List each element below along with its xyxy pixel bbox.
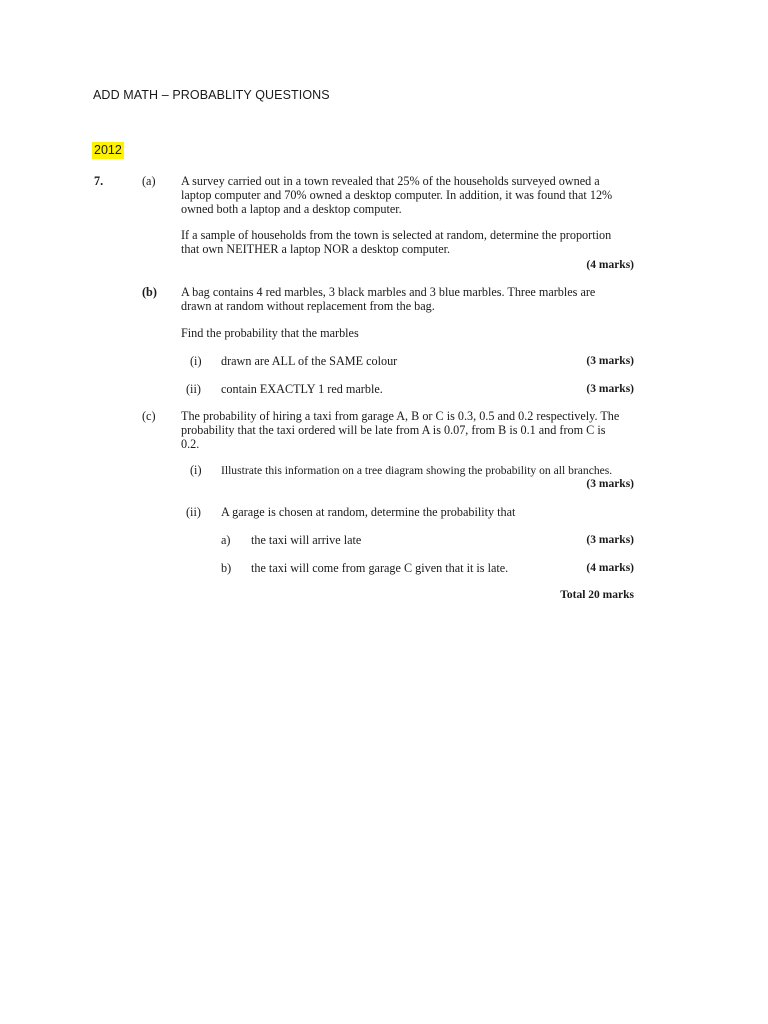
total-marks: Total 20 marks <box>560 589 634 601</box>
part-b-i-label: (i) <box>190 354 202 368</box>
part-c-ii-b-text: the taxi will come from garage C given that it is late. <box>251 561 509 575</box>
part-c-label: (c) <box>142 409 156 423</box>
part-a-paragraph-1 <box>181 175 641 216</box>
part-a-marks: (4 marks) <box>586 259 634 271</box>
part-c-paragraph-1 <box>181 410 641 451</box>
part-c-ii-a-marks: (3 marks) <box>586 534 634 546</box>
part-b-ii-label: (ii) <box>186 382 201 396</box>
text-line: laptop computer and 70% owned a desktop computer. In addition, it was found that 12% <box>181 187 613 202</box>
text-line: drawn at random without replacement from the bag. <box>181 298 435 313</box>
part-b-intro: Find the probability that the marbles <box>181 326 359 340</box>
part-c-ii-b-label: b) <box>221 561 232 575</box>
part-c-i-label: (i) <box>190 463 202 477</box>
part-b-label: (b) <box>142 285 157 299</box>
part-b-i-text: drawn are ALL of the SAME colour <box>221 354 398 368</box>
part-c-ii-b-marks: (4 marks) <box>586 562 634 574</box>
part-c-ii-a-label: a) <box>221 533 231 547</box>
part-a-label: (a) <box>142 174 156 188</box>
text-line: If a sample of households from the town is selected at random, determine the proportion <box>181 228 612 242</box>
part-b-ii-marks: (3 marks) <box>586 383 634 395</box>
part-a-paragraph-2 <box>181 229 641 257</box>
part-c-ii-label: (ii) <box>186 505 201 519</box>
part-b-ii-text: contain EXACTLY 1 red marble. <box>221 382 383 396</box>
part-b-i-marks: (3 marks) <box>586 355 634 367</box>
text-line: probability that the taxi ordered will be late from A is 0.07, from B is 0.1 and from C is <box>181 422 606 437</box>
text-line: A survey carried out in a town revealed that 25% of the households surveyed owned a <box>181 174 600 188</box>
part-c-ii-text: A garage is chosen at random, determine the probability that <box>221 505 516 519</box>
text-line: The probability of hiring a taxi from garage A, B or C is 0.3, 0.5 and 0.2 respectively. The <box>181 409 620 423</box>
text-line: that own NEITHER a laptop NOR a desktop computer. <box>181 241 451 256</box>
page-title: ADD MATH – PROBABLITY QUESTIONS <box>93 88 330 102</box>
text-line: A bag contains 4 red marbles, 3 black marbles and 3 blue marbles. Three marbles are <box>181 285 596 299</box>
part-c-ii-a-text: the taxi will arrive late <box>251 533 362 547</box>
year-highlight: 2012 <box>94 143 122 157</box>
text-line: owned both a laptop and a desktop computer. <box>181 201 402 216</box>
part-c-i-text: Illustrate this information on a tree diagram showing the probability on all branches. <box>221 464 613 477</box>
part-c-i-marks: (3 marks) <box>586 478 634 490</box>
question-number: 7. <box>94 174 104 188</box>
part-b-paragraph-1 <box>181 286 641 314</box>
text-line: 0.2. <box>181 436 200 451</box>
